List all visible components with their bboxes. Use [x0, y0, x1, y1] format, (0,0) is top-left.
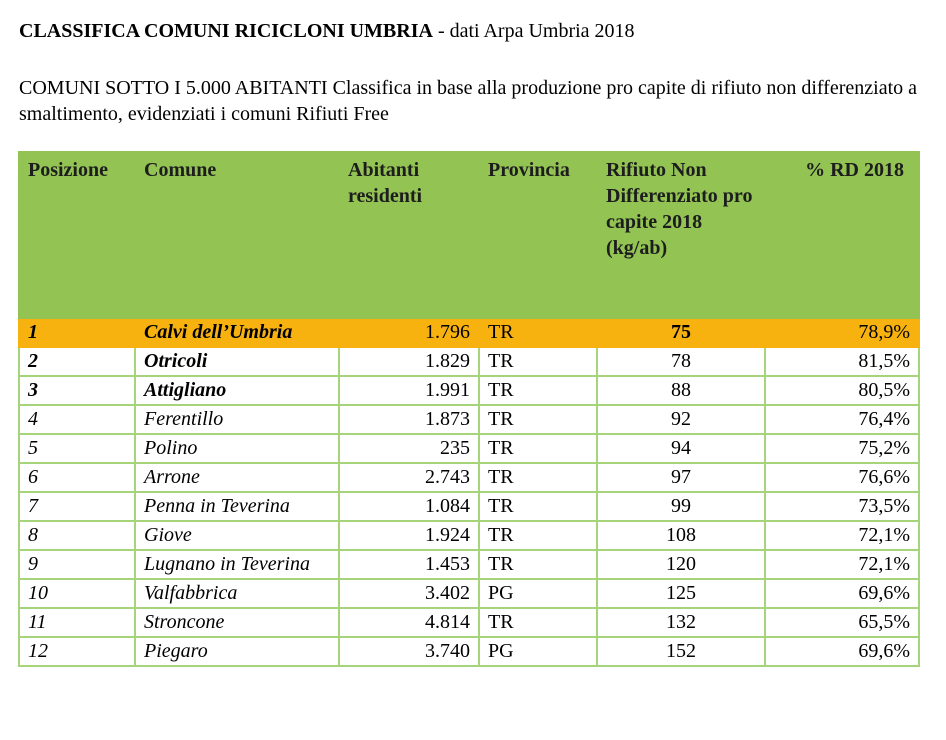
- cell-rd: 76,6%: [765, 463, 919, 492]
- cell-rd: 78,9%: [765, 318, 919, 347]
- cell-abitanti: 2.743: [339, 463, 479, 492]
- cell-abitanti: 3.402: [339, 579, 479, 608]
- table-row: [19, 637, 919, 666]
- header-provincia: Provincia: [479, 152, 597, 318]
- header-posizione: Posizione: [19, 152, 135, 318]
- header-rifiuto: Rifiuto Non Differenziato pro capite 2018 (kg/ab): [597, 152, 765, 318]
- cell-abitanti: 1.453: [339, 550, 479, 579]
- cell-rd: 72,1%: [765, 550, 919, 579]
- cell-comune: Calvi dell’Umbria: [135, 318, 339, 347]
- table-row: [19, 608, 919, 637]
- cell-provincia: TR: [479, 347, 597, 376]
- cell-provincia: TR: [479, 376, 597, 405]
- header-abitanti: Abitanti residenti: [339, 152, 479, 318]
- cell-posizione: 10: [19, 579, 135, 608]
- table-row: [19, 521, 919, 550]
- cell-rd: 80,5%: [765, 376, 919, 405]
- cell-comune: Valfabbrica: [135, 579, 339, 608]
- cell-provincia: TR: [479, 434, 597, 463]
- cell-comune: Otricoli: [135, 347, 339, 376]
- cell-rifiuto: 120: [597, 550, 765, 579]
- cell-comune: Giove: [135, 521, 339, 550]
- table-row: [19, 405, 919, 434]
- cell-posizione: 11: [19, 608, 135, 637]
- cell-comune: Lugnano in Teverina: [135, 550, 339, 579]
- cell-provincia: TR: [479, 550, 597, 579]
- table-row: [19, 318, 919, 347]
- page-heading: [19, 20, 635, 43]
- cell-comune: Stroncone: [135, 608, 339, 637]
- cell-provincia: PG: [479, 579, 597, 608]
- cell-abitanti: 235: [339, 434, 479, 463]
- table-header-row: [19, 152, 919, 318]
- cell-abitanti: 1.829: [339, 347, 479, 376]
- cell-posizione: 7: [19, 492, 135, 521]
- table-row: [19, 434, 919, 463]
- cell-rd: 81,5%: [765, 347, 919, 376]
- cell-abitanti: 1.084: [339, 492, 479, 521]
- cell-comune: Arrone: [135, 463, 339, 492]
- cell-rd: 73,5%: [765, 492, 919, 521]
- cell-abitanti: 3.740: [339, 637, 479, 666]
- heading-title: CLASSIFICA COMUNI RICICLONI UMBRIA: [19, 20, 433, 42]
- table-row: [19, 347, 919, 376]
- header-comune: Comune: [135, 152, 339, 318]
- cell-provincia: TR: [479, 521, 597, 550]
- cell-abitanti: 1.924: [339, 521, 479, 550]
- cell-posizione: 2: [19, 347, 135, 376]
- table-row: [19, 492, 919, 521]
- cell-posizione: 8: [19, 521, 135, 550]
- cell-comune: Ferentillo: [135, 405, 339, 434]
- cell-comune: Polino: [135, 434, 339, 463]
- cell-rifiuto: 97: [597, 463, 765, 492]
- cell-rd: 72,1%: [765, 521, 919, 550]
- cell-rd: 69,6%: [765, 579, 919, 608]
- cell-rifiuto: 88: [597, 376, 765, 405]
- ranking-table: [18, 151, 920, 667]
- cell-rd: 75,2%: [765, 434, 919, 463]
- header-rd: % RD 2018: [765, 152, 919, 318]
- cell-rd: 69,6%: [765, 637, 919, 666]
- table-row: [19, 376, 919, 405]
- cell-abitanti: 1.991: [339, 376, 479, 405]
- cell-posizione: 12: [19, 637, 135, 666]
- cell-abitanti: 4.814: [339, 608, 479, 637]
- cell-provincia: TR: [479, 492, 597, 521]
- cell-rifiuto: 132: [597, 608, 765, 637]
- cell-rifiuto: 78: [597, 347, 765, 376]
- cell-posizione: 9: [19, 550, 135, 579]
- cell-comune: Attigliano: [135, 376, 339, 405]
- cell-rifiuto: 152: [597, 637, 765, 666]
- cell-provincia: TR: [479, 463, 597, 492]
- cell-provincia: TR: [479, 608, 597, 637]
- table-row: [19, 463, 919, 492]
- cell-rd: 76,4%: [765, 405, 919, 434]
- cell-comune: Piegaro: [135, 637, 339, 666]
- cell-provincia: PG: [479, 637, 597, 666]
- heading-source: - dati Arpa Umbria 2018: [432, 20, 635, 42]
- cell-rifiuto: 75: [597, 318, 765, 347]
- cell-posizione: 1: [19, 318, 135, 347]
- cell-rd: 65,5%: [765, 608, 919, 637]
- cell-provincia: TR: [479, 405, 597, 434]
- cell-comune: Penna in Teverina: [135, 492, 339, 521]
- cell-abitanti: 1.796: [339, 318, 479, 347]
- cell-posizione: 6: [19, 463, 135, 492]
- cell-posizione: 3: [19, 376, 135, 405]
- intro-text: COMUNI SOTTO I 5.000 ABITANTI Classifica in base alla produzione pro capite di rifiuto non differenziato a smaltimento, evidenziati i comuni Rifiuti Free: [19, 77, 917, 125]
- cell-abitanti: 1.873: [339, 405, 479, 434]
- cell-provincia: TR: [479, 318, 597, 347]
- cell-posizione: 4: [19, 405, 135, 434]
- cell-posizione: 5: [19, 434, 135, 463]
- cell-rifiuto: 92: [597, 405, 765, 434]
- cell-rifiuto: 125: [597, 579, 765, 608]
- cell-rifiuto: 99: [597, 492, 765, 521]
- cell-rifiuto: 94: [597, 434, 765, 463]
- table-row: [19, 579, 919, 608]
- cell-rifiuto: 108: [597, 521, 765, 550]
- table-row: [19, 550, 919, 579]
